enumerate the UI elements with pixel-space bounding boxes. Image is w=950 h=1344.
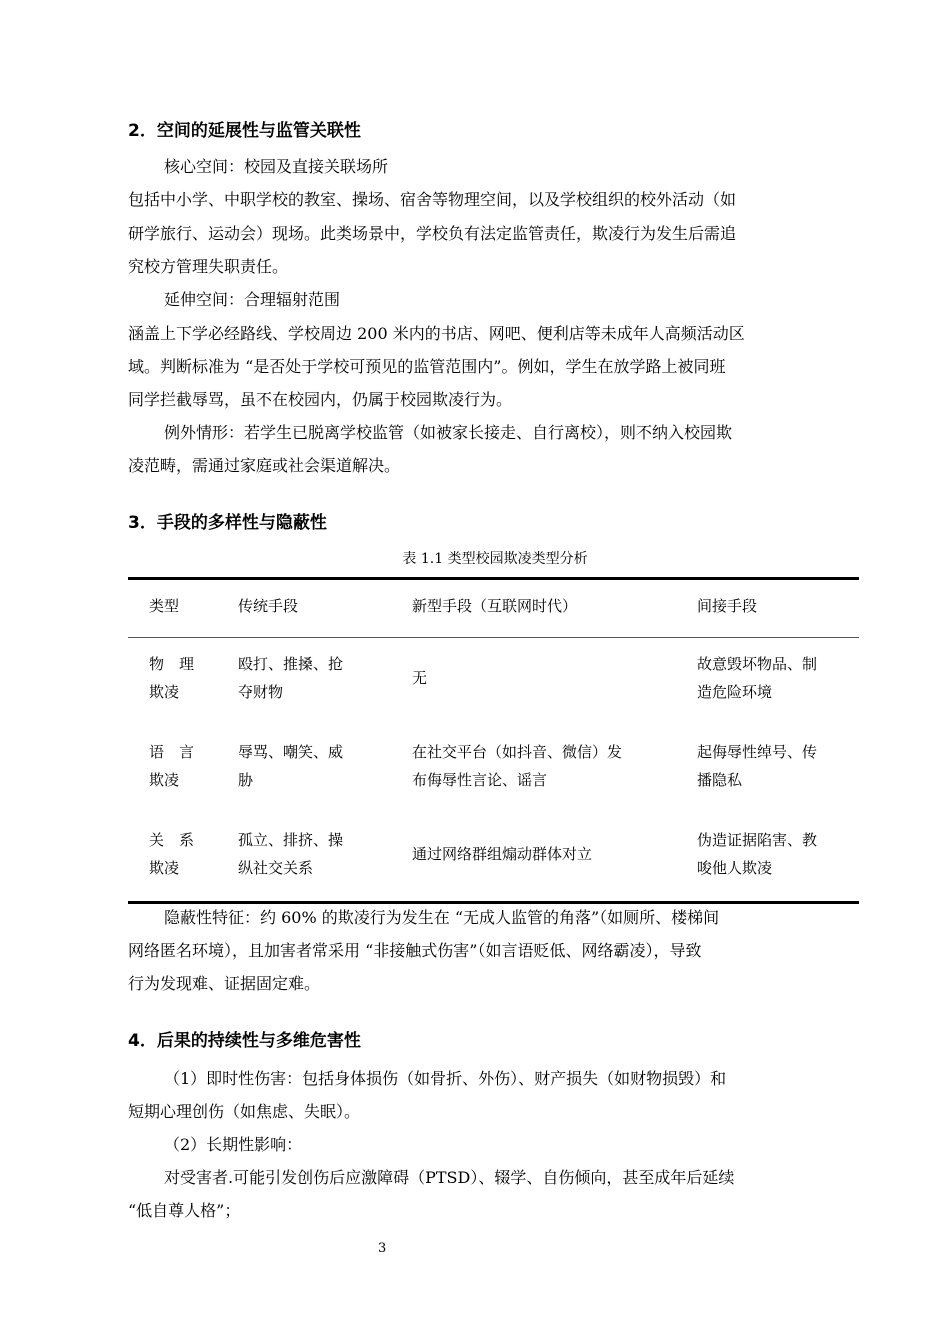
paragraph-line: 短期心理创伤（如焦虑、失眠）。 <box>128 1102 361 1121</box>
table-cell: 起侮辱性绰号、传 播隐私 <box>697 743 818 789</box>
paragraph-line: “低自尊人格”； <box>128 1201 241 1220</box>
paragraph-line: 例外情形：若学生已脱离学校监管（如被家长接走、自行离校），则不纳入校园欺 <box>164 423 733 442</box>
paragraph-line: 核心空间：校园及直接关联场所 <box>164 157 389 176</box>
table-header: 新型手段（互联网时代） <box>412 597 578 615</box>
table-header: 传统手段 <box>238 597 299 615</box>
paragraph-line: 对受害者.可能引发创伤后应激障碍（PTSD）、辍学、自伤倾向，甚至成年后延续 <box>164 1168 735 1187</box>
table-cell: 在社交平台（如抖音、微信）发 布侮辱性言论、谣言 <box>412 743 623 789</box>
paragraph-line: 同学拦截辱骂，虽不在校园内，仍属于校园欺凌行为。 <box>128 390 513 409</box>
table-caption: 表 1.1 类型校园欺凌类型分析 <box>402 551 588 567</box>
table-header-rule <box>128 637 859 638</box>
section-heading: 4．后果的持续性与多维危害性 <box>128 1031 361 1051</box>
table-header: 类型 <box>149 597 180 615</box>
paragraph-line: 研学旅行、运动会）现场。此类场景中，学校负有法定监管责任，欺凌行为发生后需追 <box>128 224 737 243</box>
paragraph-line: 域。判断标准为 “是否处于学校可预见的监管范围内”。例如，学生在放学路上被同班 <box>128 357 726 376</box>
paragraph-line: 行为发现难、证据固定难。 <box>128 974 321 993</box>
table-cell: 伪造证据陷害、教 唆他人欺凌 <box>697 831 818 877</box>
section-heading: 2．空间的延展性与监管关联性 <box>128 121 361 141</box>
table-cell: 语 言 欺凌 <box>149 743 195 789</box>
table-cell: 故意毁坏物品、制 造危险环境 <box>697 655 818 701</box>
table-cell: 物 理 欺凌 <box>149 655 195 701</box>
paragraph-line: 包括中小学、中职学校的教室、操场、宿舍等物理空间，以及学校组织的校外活动（如 <box>128 190 737 209</box>
table-cell: 殴打、推搡、抢 夺财物 <box>238 655 344 701</box>
section-heading: 3．手段的多样性与隐蔽性 <box>128 513 327 533</box>
table-cell: 孤立、排挤、操 纵社交关系 <box>238 831 344 877</box>
paragraph-line: 究校方管理失职责任。 <box>128 257 289 276</box>
table-header: 间接手段 <box>697 597 758 615</box>
paragraph-line: 延伸空间：合理辐射范围 <box>164 290 341 309</box>
table-cell: 通过网络群组煽动群体对立 <box>412 845 593 863</box>
table-cell: 辱骂、嘲笑、威 胁 <box>238 743 344 789</box>
paragraph-line: 涵盖上下学必经路线、学校周边 200 米内的书店、网吧、便利店等未成年人高频活动区 <box>128 324 745 343</box>
paragraph-line: （1）即时性伤害：包括身体损伤（如骨折、外伤）、财产损失（如财物损毁）和 <box>164 1069 727 1088</box>
paragraph-line: 网络匿名环境），且加害者常采用 “非接触式伤害”（如言语贬低、网络霸凌），导致 <box>128 941 702 960</box>
paragraph-line: （2）长期性影响： <box>164 1135 303 1154</box>
paragraph-line: 隐蔽性特征：约 60% 的欺凌行为发生在 “无成人监管的角落”（如厕所、楼梯间 <box>164 908 720 927</box>
table-top-rule <box>128 577 859 580</box>
table-cell: 关 系 欺凌 <box>149 831 195 877</box>
table-cell: 无 <box>412 669 428 687</box>
table-bottom-rule <box>128 901 859 904</box>
paragraph-line: 凌范畴，需通过家庭或社会渠道解决。 <box>128 456 401 475</box>
page-number: 3 <box>378 1241 387 1256</box>
